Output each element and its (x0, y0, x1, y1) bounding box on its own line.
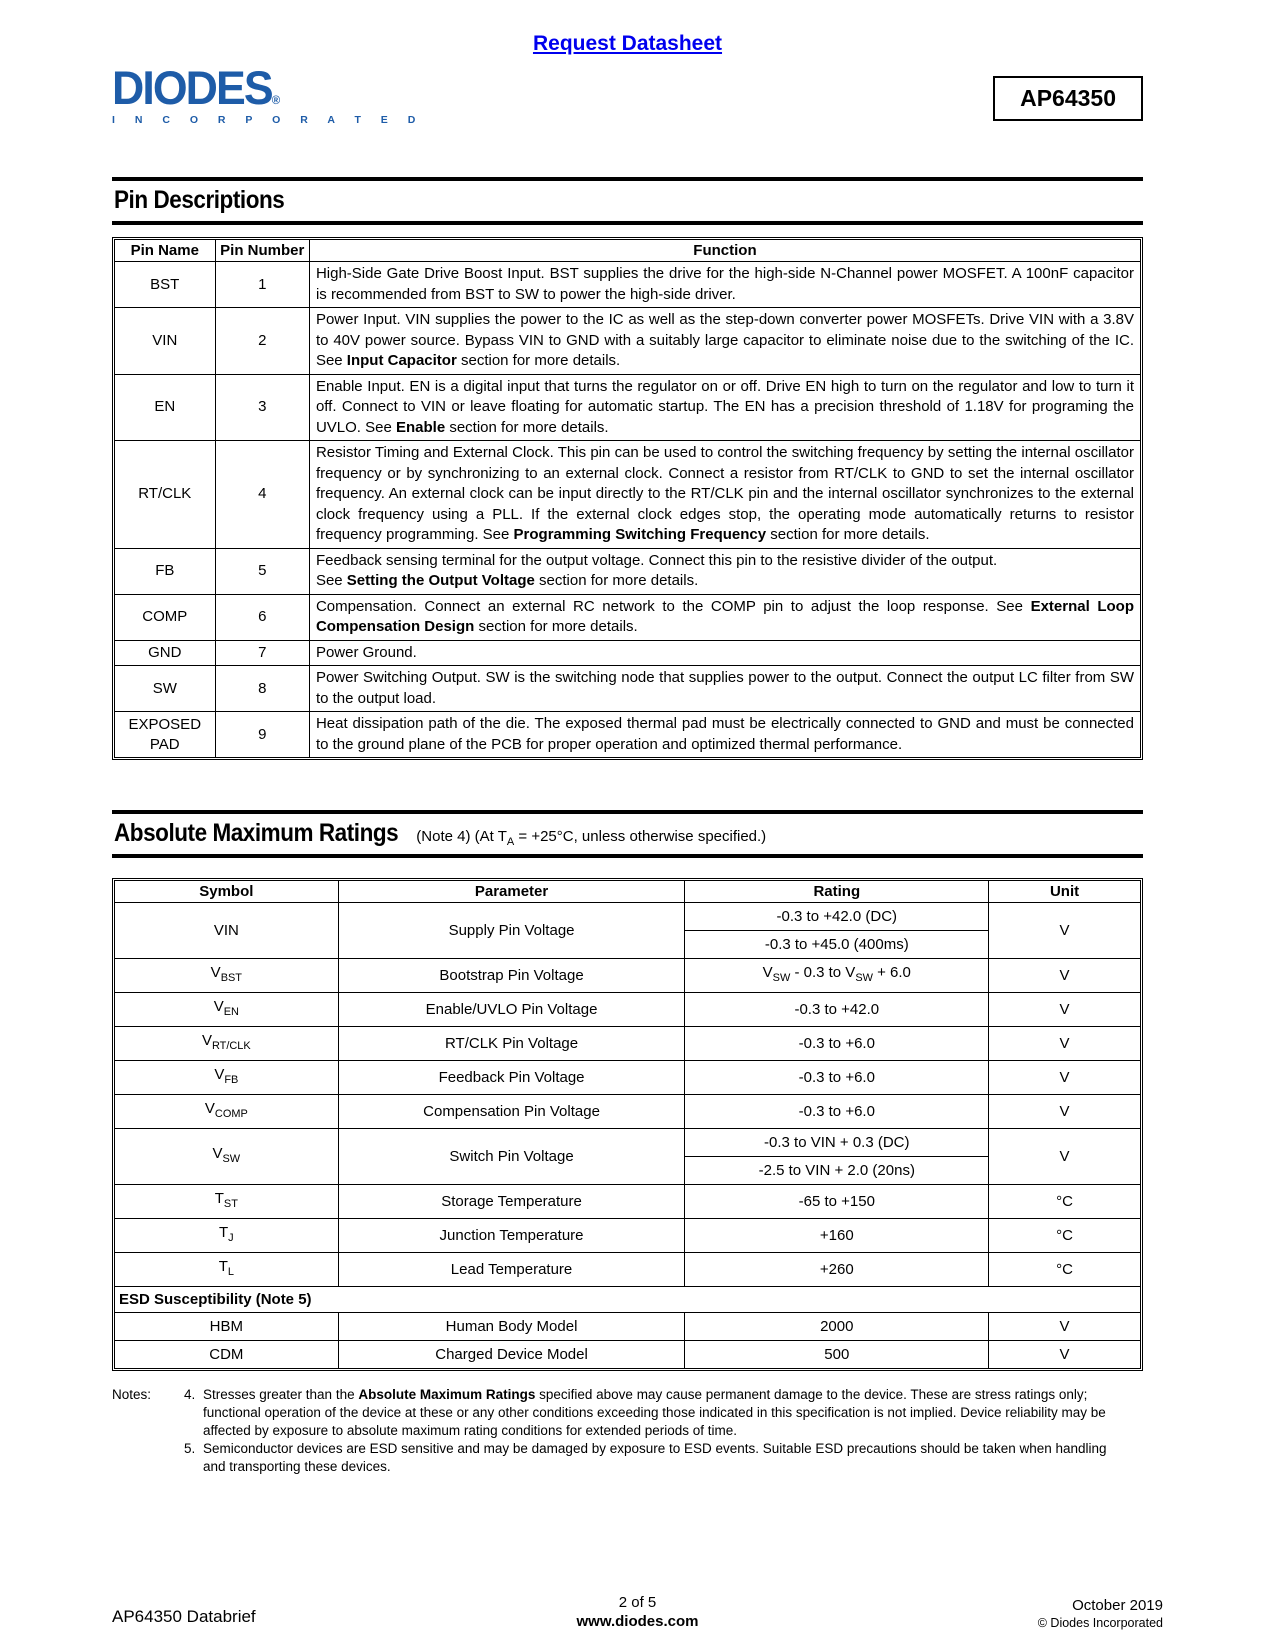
pin-number-cell: 9 (215, 712, 309, 758)
amr-title-note: (Note 4) (At $T_A = +25^\circ C$, unless otherwise specified.) (416, 828, 767, 848)
amr-symbol-cell: $V_{COMP}$ (115, 1095, 339, 1129)
amr-unit-header: Unit (989, 881, 1141, 903)
pin-function-header: Function (309, 240, 1140, 262)
note-item (184, 1386, 1143, 1440)
pin-name-cell: EXPOSED PAD (115, 712, 216, 758)
pin-table-row (115, 374, 1141, 441)
page-header (112, 61, 1143, 144)
note-text: Stresses greater than the Absolute Maximum Ratings specified above may cause permanent damage to the device. These are stress ratings only; functional operation of the device at these or any other conditions exceeding those indicated in this specification is not implied. Device reliability may be affected by exposure to absolute maximum rating conditions for extended periods of time. (203, 1387, 1106, 1438)
pin-number-cell: 6 (215, 594, 309, 640)
logo-wordmark: DIODES® (112, 61, 281, 114)
amr-table-row (115, 1095, 1141, 1129)
amr-parameter-cell: Junction Temperature (338, 1219, 685, 1253)
pin-name-cell: RT/CLK (115, 441, 216, 549)
amr-symbol-cell: VIN (115, 903, 339, 959)
amr-rating-cell: +160 (685, 1219, 989, 1253)
amr-symbol-cell: CDM (115, 1341, 339, 1369)
pin-table-row (115, 712, 1141, 758)
pin-name-cell: GND (115, 640, 216, 666)
amr-symbol-cell: $V_{EN}$ (115, 993, 339, 1027)
pin-number-cell: 7 (215, 640, 309, 666)
amr-symbol-cell: $T_L$ (115, 1253, 339, 1287)
registered-mark-icon: ® (271, 93, 281, 107)
pin-number-cell: 8 (215, 666, 309, 712)
pin-descriptions-table (114, 239, 1141, 758)
amr-unit-cell: V (989, 1313, 1141, 1341)
amr-unit-cell: V (989, 1027, 1141, 1061)
amr-table-row (115, 993, 1141, 1027)
pin-table-row (115, 594, 1141, 640)
amr-parameter-cell: RT/CLK Pin Voltage (338, 1027, 685, 1061)
amr-table-row (115, 903, 1141, 931)
amr-table-header-row (115, 881, 1141, 903)
pin-number-header: Pin Number (215, 240, 309, 262)
top-link-row (112, 32, 1143, 56)
pin-number-cell: 5 (215, 548, 309, 594)
amr-heading (112, 810, 1143, 858)
amr-rating-cell: -0.3 to +42.0 (685, 993, 989, 1027)
amr-title: Absolute Maximum Ratings (114, 819, 399, 847)
footer-center (577, 1594, 699, 1630)
pin-function-cell: Enable Input. EN is a digital input that turns the regulator on or off. Drive EN high to turn on the regulator and low to turn it off. Connect to VIN or leave floating for automatic startup. The EN has a precision threshold of 1.18V for programing the UVLO. See Enable section for more details. (309, 374, 1140, 441)
amr-table-row (115, 1027, 1141, 1061)
amr-symbol-header: Symbol (115, 881, 339, 903)
amr-table-row (115, 1253, 1141, 1287)
amr-unit-cell: V (989, 959, 1141, 993)
amr-rating-cell: 2000 (685, 1313, 989, 1341)
amr-unit-cell: V (989, 1061, 1141, 1095)
amr-rating-cell: -0.3 to +45.0 (400ms) (685, 931, 989, 959)
diodes-logo (112, 61, 424, 126)
amr-table (114, 880, 1141, 1369)
footer-document-title: AP64350 Databrief (112, 1607, 256, 1626)
amr-rating-cell: -0.3 to +6.0 (685, 1095, 989, 1129)
pin-number-cell: 2 (215, 308, 309, 375)
pin-name-cell: COMP (115, 594, 216, 640)
pin-name-cell: BST (115, 262, 216, 308)
logo-incorporated-text: I N C O R P O R A T E D (112, 114, 424, 126)
amr-rating-cell: 500 (685, 1341, 989, 1369)
amr-table-row (115, 959, 1141, 993)
pin-function-cell: Power Input. VIN supplies the power to the IC as well as the step-down converter power MOSFETs. Drive VIN with a 3.8V to 40V power source. Bypass VIN to GND with a suitably large capacitor to eliminate noise due to the switching of the IC. See Input Capacitor section for more details. (309, 308, 1140, 375)
amr-unit-cell: °C (989, 1219, 1141, 1253)
notes-block (112, 1386, 1143, 1476)
amr-rating-cell: -0.3 to +42.0 (DC) (685, 903, 989, 931)
amr-table-row (115, 1313, 1141, 1341)
part-number: AP64350 (1020, 85, 1116, 111)
page-number: 2 of 5 (618, 1594, 657, 1611)
amr-unit-cell: V (989, 903, 1141, 959)
amr-rating-cell: -0.3 to +6.0 (685, 1061, 989, 1095)
amr-symbol-cell: $V_{BST}$ (115, 959, 339, 993)
amr-parameter-cell: Feedback Pin Voltage (338, 1061, 685, 1095)
note-item (184, 1440, 1143, 1476)
amr-parameter-cell: Switch Pin Voltage (338, 1129, 685, 1185)
amr-symbol-cell: $V_{FB}$ (115, 1061, 339, 1095)
pin-descriptions-heading (112, 177, 1143, 225)
pin-function-cell: Feedback sensing terminal for the output voltage. Connect this pin to the resistive divider of the output. See Setting the Output Voltage section for more details. (309, 548, 1140, 594)
amr-section-header-cell: ESD Susceptibility (Note 5) (115, 1287, 1141, 1313)
amr-section-header-row (115, 1287, 1141, 1313)
amr-parameter-cell: Compensation Pin Voltage (338, 1095, 685, 1129)
amr-unit-cell: °C (989, 1185, 1141, 1219)
pin-function-cell: Resistor Timing and External Clock. This pin can be used to control the switching frequency by setting the internal oscillator frequency or by synchronizing to an external clock. Connect a resistor from RT/CLK to GND to set the internal oscillator frequency. An external clock can be input directly to the RT/CLK pin and the internal oscillator synchronizes to the external clock frequency using a PLL. If the external clock edges stop, the operating mode automatically returns to resistor frequency programming. See Programming Switching Frequency section for more details. (309, 441, 1140, 549)
pin-table-row (115, 262, 1141, 308)
amr-symbol-cell: $V_{RT/CLK}$ (115, 1027, 339, 1061)
page-footer (112, 1588, 1163, 1630)
pin-function-cell: Compensation. Connect an external RC network to the COMP pin to adjust the loop response. See External Loop Compensation Design section for more details. (309, 594, 1140, 640)
amr-symbol-cell: HBM (115, 1313, 339, 1341)
amr-parameter-cell: Bootstrap Pin Voltage (338, 959, 685, 993)
pin-table-row (115, 441, 1141, 549)
amr-unit-cell: V (989, 1129, 1141, 1185)
amr-table-wrap (112, 878, 1143, 1371)
request-datasheet-link[interactable]: Request Datasheet (532, 32, 723, 55)
footer-date: October 2019 (1072, 1597, 1163, 1614)
pin-number-cell: 4 (215, 441, 309, 549)
amr-table-row (115, 1129, 1141, 1157)
page-content (112, 0, 1143, 1476)
footer-right (1038, 1597, 1163, 1630)
notes-items (184, 1386, 1143, 1476)
amr-rating-cell: -65 to +150 (685, 1185, 989, 1219)
amr-unit-cell: V (989, 1341, 1141, 1369)
pin-function-cell: Heat dissipation path of the die. The exposed thermal pad must be electrically connected to GND and must be connected to the ground plane of the PCB for proper operation and optimized thermal performance. (309, 712, 1140, 758)
amr-table-body (115, 903, 1141, 1369)
amr-unit-cell: V (989, 993, 1141, 1027)
amr-parameter-cell: Storage Temperature (338, 1185, 685, 1219)
pin-name-cell: VIN (115, 308, 216, 375)
amr-symbol-cell: $T_{ST}$ (115, 1185, 339, 1219)
amr-rating-cell: -2.5 to VIN + 2.0 (20ns) (685, 1157, 989, 1185)
pin-name-cell: FB (115, 548, 216, 594)
amr-table-row (115, 1219, 1141, 1253)
amr-rating-cell: +260 (685, 1253, 989, 1287)
pin-descriptions-title: Pin Descriptions (114, 186, 285, 214)
amr-rating-cell: -0.3 to VIN + 0.3 (DC) (685, 1129, 989, 1157)
pin-name-cell: SW (115, 666, 216, 712)
amr-table-row (115, 1341, 1141, 1369)
pin-table-row (115, 308, 1141, 375)
amr-table-row (115, 1185, 1141, 1219)
pin-table-row (115, 548, 1141, 594)
amr-unit-cell: V (989, 1095, 1141, 1129)
amr-parameter-cell: Lead Temperature (338, 1253, 685, 1287)
amr-parameter-cell: Charged Device Model (338, 1341, 685, 1369)
pin-function-cell: High-Side Gate Drive Boost Input. BST supplies the drive for the high-side N-Channel power MOSFET. A 100nF capacitor is recommended from BST to SW to power the high-side driver. (309, 262, 1140, 308)
pin-table-body (115, 262, 1141, 758)
note-text: Semiconductor devices are ESD sensitive and may be damaged by exposure to ESD events. Suitable ESD precautions should be taken when handling and transporting these devices. (203, 1441, 1107, 1474)
amr-parameter-header: Parameter (338, 881, 685, 903)
note-number: 5. (184, 1441, 196, 1456)
amr-rating-cell: -0.3 to +6.0 (685, 1027, 989, 1061)
amr-parameter-cell: Enable/UVLO Pin Voltage (338, 993, 685, 1027)
amr-parameter-cell: Supply Pin Voltage (338, 903, 685, 959)
amr-symbol-cell: $V_{SW}$ (115, 1129, 339, 1185)
pin-table-row (115, 666, 1141, 712)
amr-rating-cell: $V_{SW} - 0.3$ to $V_{SW} + 6.0$ (685, 959, 989, 993)
amr-rating-header: Rating (685, 881, 989, 903)
notes-label: Notes: (112, 1387, 152, 1402)
pin-name-cell: EN (115, 374, 216, 441)
pin-table-header-row (115, 240, 1141, 262)
pin-table-row (115, 640, 1141, 666)
pin-descriptions-table-wrap (112, 237, 1143, 760)
amr-unit-cell: °C (989, 1253, 1141, 1287)
pin-function-cell: Power Switching Output. SW is the switching node that supplies power to the output. Connect the output LC filter from SW to the output load. (309, 666, 1140, 712)
pin-function-cell: Power Ground. (309, 640, 1140, 666)
footer-copyright: © Diodes Incorporated (1037, 1616, 1163, 1630)
amr-symbol-cell: $T_J$ (115, 1219, 339, 1253)
pin-name-header: Pin Name (115, 240, 216, 262)
note-number: 4. (184, 1387, 196, 1402)
amr-table-row (115, 1061, 1141, 1095)
amr-parameter-cell: Human Body Model (338, 1313, 685, 1341)
pin-number-cell: 3 (215, 374, 309, 441)
pin-number-cell: 1 (215, 262, 309, 308)
footer-website: www.diodes.com (576, 1613, 699, 1630)
part-number-box (993, 76, 1143, 121)
